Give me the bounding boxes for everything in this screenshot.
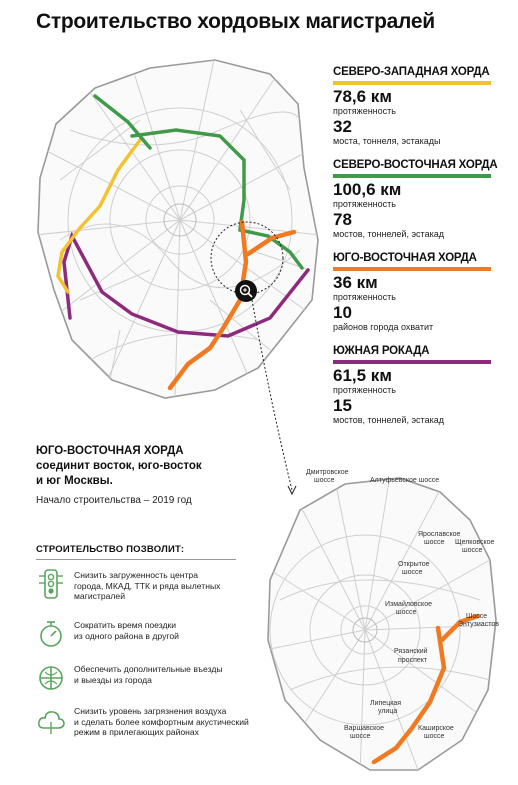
label-kashirskoe: Каширское [418,725,454,732]
benefit-item-exits [36,662,256,696]
legend-count-label: мостов, тоннелей, эстакад [333,415,444,425]
description-title: ЮГО-ВОСТОЧНАЯ ХОРДА [36,445,184,457]
benefits-divider [36,559,236,560]
benefit-line: Снизить уровень загрязнения воздуха [74,706,227,716]
label-dmitrovskoe: Дмитровское [306,469,349,476]
label-ryazansky-2: проспект [398,657,428,664]
legend-color-bar [333,267,491,271]
stopwatch-icon [36,618,66,650]
benefit-text [74,570,264,602]
page-title: Строительство хордовых магистралей [36,10,435,33]
benefit-line: Обеспечить дополнительные въезды [74,664,223,674]
legend-color-bar [333,174,491,178]
legend-item-northeast [333,159,498,240]
label-kashirskoe-2: шоссе [424,733,445,740]
label-yaroslavskoe-2: шоссе [424,539,445,546]
legend-name: СЕВЕРО-ВОСТОЧНАЯ ХОРДА [333,159,498,171]
benefit-line: и выезды из города [74,674,152,685]
label-yaroslavskoe: Ярославское [418,531,461,538]
traffic-light-icon [36,568,66,600]
label-dmitrovskoe-2: шоссе [314,477,335,484]
label-lipetskaya-2: улица [378,708,398,715]
label-otkrytoe-2: шоссе [402,569,423,576]
legend-length: 78,6 км [333,87,392,106]
construction-start: Начало строительства – 2019 год [36,495,192,506]
legend-item-south [333,345,498,426]
southeast-chord-description [36,444,256,506]
label-altufevskoe: Алтуфьевское шоссе [370,477,440,484]
label-lipetskaya: Липецкая [370,700,402,707]
legend-count-label: моста, тоннеля, эстакады [333,136,441,146]
legend-length: 100,6 км [333,180,402,199]
benefit-line: из одного района в другой [74,630,179,641]
label-otkrytoe: Открытое [398,561,430,568]
label-varshavskoe-2: шоссе [350,733,371,740]
cloud-icon [36,704,66,736]
label-ryazansky: Рязанский [394,648,428,655]
legend-count-label: районов города охватит [333,322,434,332]
label-entuziastov-2: Энтузиастов [458,621,499,628]
legend-name: ЮЖНАЯ РОКАДА [333,345,430,357]
legend-count: 10 [333,303,352,322]
label-shchelkovskoe: Щелковское [455,539,495,546]
legend-item-northwest [333,66,498,147]
benefit-line: Снизить загруженность центра [74,570,198,580]
benefit-text [74,664,264,685]
legend-count: 15 [333,396,352,415]
benefit-line: магистралей [74,591,126,601]
description-line-2: соединит восток, юго-восток [36,460,202,472]
legend-length: 36 км [333,273,378,292]
legend-length: 61,5 км [333,366,392,385]
legend-name: ЮГО-ВОСТОЧНАЯ ХОРДА [333,252,477,264]
label-izmaylovskoe: Измайловское [385,601,432,608]
label-varshavskoe: Варшавское [344,725,385,732]
benefit-item-time [36,618,256,652]
legend-count: 32 [333,117,352,136]
benefit-line: Сократить время поездки [74,620,177,630]
road-exits-icon [36,662,66,694]
legend-color-bar [333,81,491,85]
legend-length-label: протяженность [333,292,396,302]
benefit-text [74,706,264,738]
benefits-heading: СТРОИТЕЛЬСТВО ПОЗВОЛИТ: [36,544,185,555]
legend-count-label: мостов, тоннелей, эстакад [333,229,444,239]
legend-item-southeast [333,252,498,333]
label-izmaylovskoe-2: шоссе [396,609,417,616]
benefit-line: режим в прилегающих районах [74,727,199,737]
legend-length-label: протяженность [333,199,396,209]
label-entuziastov: Шоссе [466,613,488,620]
chords-legend [333,66,498,438]
benefit-line: города, МКАД, ТТК и ряда вылетных [74,580,221,591]
legend-name: СЕВЕРО-ЗАПАДНАЯ ХОРДА [333,66,490,78]
legend-color-bar [333,360,491,364]
benefit-line: и сделать более комфортным акустический [74,716,249,727]
label-shchelkovskoe-2: шоссе [462,547,483,554]
legend-count: 78 [333,210,352,229]
benefit-text [74,620,264,641]
legend-length-label: протяженность [333,385,396,395]
benefit-item-air [36,704,256,738]
benefit-item-traffic [36,568,256,602]
legend-length-label: протяженность [333,106,396,116]
description-line-3: и юг Москвы. [36,475,113,487]
